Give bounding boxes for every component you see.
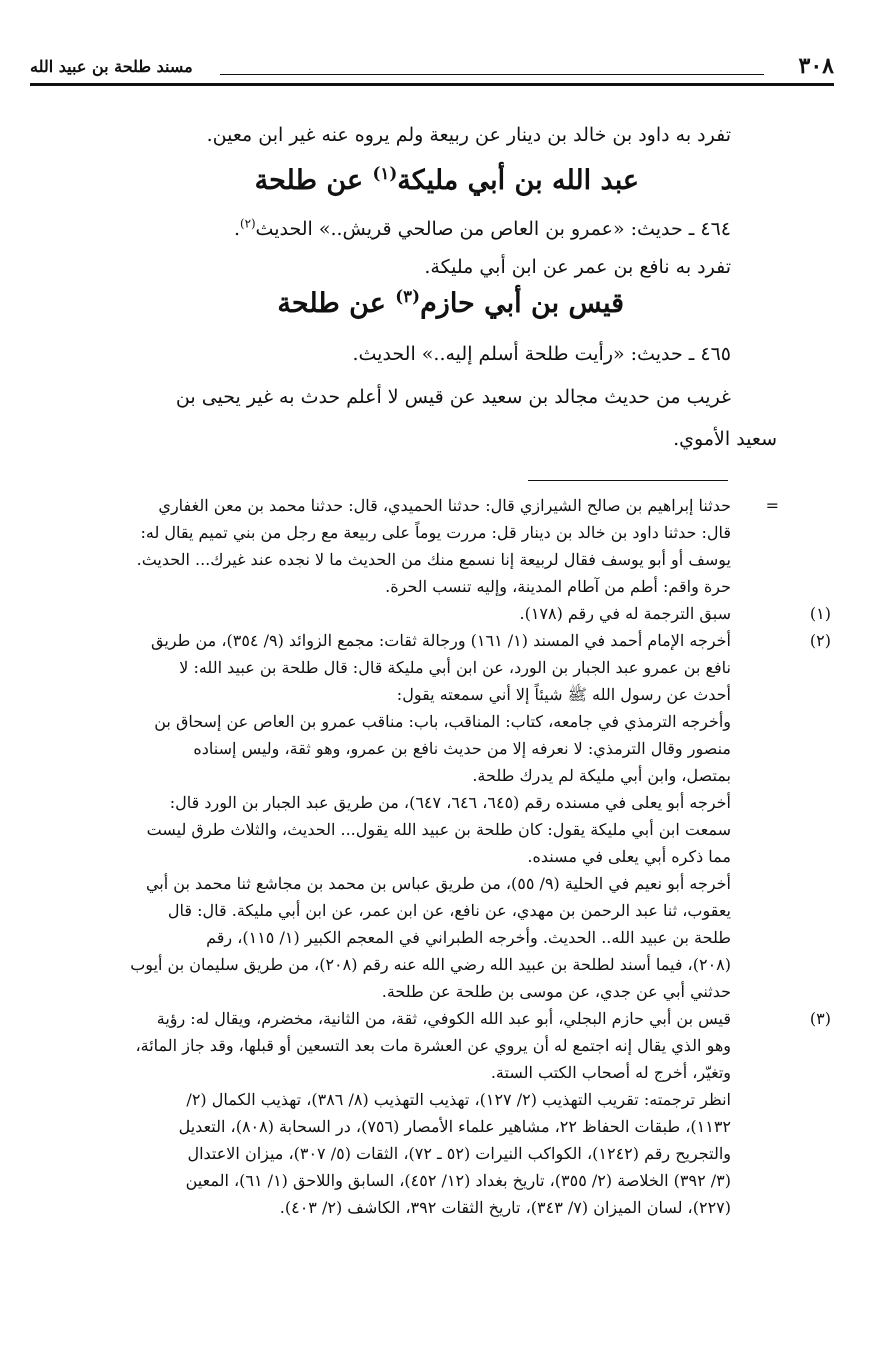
footnote-line: يوسف أو أبو يوسف فقال لربيعة إنا نسمع منك من الحديث ما لا نجده عند غيرك... الحديث. — [136, 550, 731, 569]
hadith-text: . — [233, 218, 241, 240]
footnote-line: يعقوب، ثنا عبد الرحمن بن مهدي، عن نافع، عن ابن عمر، عن ابن أبي مليكة. قال: قال — [167, 901, 731, 920]
hadith-entry: ٤٦٥ ـ حديث: «رأيت طلحة أسلم إليه..» الحديث. — [352, 343, 731, 365]
footnote-line: أخرجه الإمام أحمد في المسند (١/ ١٦١) ورجالة ثقات: مجمع الزوائد (٩/ ٣٥٤)، من طريق — [151, 631, 731, 650]
section-heading — [255, 165, 639, 197]
footnote-line: بمتصل، وابن أبي مليكة لم يدرك طلحة. — [472, 766, 731, 785]
footnote-line: (٢٢٧)، لسان الميزان (٧/ ٣٤٣)، تاريخ الثقات ٣٩٢، الكاشف (٢/ ٤٠٣). — [279, 1198, 731, 1217]
footnote-line: طلحة بن عبيد الله.. الحديث. وأخرجه الطبراني في المعجم الكبير (١/ ١١٥)، رقم — [206, 928, 731, 947]
footnote-line: وتغيّر، أخرج له أصحاب الكتب الستة. — [490, 1063, 731, 1082]
text-line: سعيد الأموي. — [673, 428, 777, 450]
footnote-line: أخرجه أبو نعيم في الحلية (٩/ ٥٥)، من طريق عباس بن محمد بن مجاشع ثنا محمد بن أبي — [145, 874, 731, 893]
page-number: ٣٠٨ — [798, 53, 834, 79]
footnote-ref: (٣) — [395, 286, 421, 306]
footnote-line: أخرجه أبو يعلى في مسنده رقم (٦٤٥، ٦٤٦، ٦٤٧)، من طريق عبد الجبار بن الورد قال: — [169, 793, 731, 812]
footnote-line: مما ذكره أبي يعلى في مسنده. — [527, 847, 731, 866]
footnote-continuation-marker: = — [765, 496, 779, 515]
heading-text: عن طلحة — [277, 288, 396, 319]
footnote-line: أحدث عن رسول الله ﷺ شيئاً إلا أني سمعته يقول: — [396, 685, 731, 704]
footnote-line: قال: حدثنا داود بن خالد بن دينار قل: مررت يوماً على ربيعة مع رجل من بني تميم يقال له: — [140, 523, 731, 542]
footnote-separator — [528, 480, 728, 481]
text-line: تفرد به نافع بن عمر عن ابن أبي مليكة. — [424, 256, 731, 278]
running-title: مسند طلحة بن عبيد الله — [30, 57, 193, 76]
footnote-number: (١) — [809, 604, 831, 623]
footnote-line: وهو الذي يقال إنه اجتمع له أن يروي عن العشرة مات بعد التسعين أو قبلها، وقد جاز المائة، — [135, 1036, 731, 1055]
footnote-number: (٣) — [809, 1009, 831, 1028]
footnote-line: ١١٣٢)، طبقات الحفاظ ٢٢، مشاهير علماء الأمصار (٧٥٦)، در السحابة (٨٠٨)، التعديل — [178, 1117, 731, 1136]
footnote-line: حدثني أبي عن جدي، عن موسى بن طلحة عن طلحة. — [381, 982, 731, 1001]
page-header — [30, 52, 834, 82]
footnote-line: والتجريح رقم (١٢٤٢)، الكواكب النيرات (٥٢ ـ ٧٢)، الثقات (٥/ ٣٠٧)، ميزان الاعتدال — [187, 1144, 731, 1163]
footnote-line: قيس بن أبي حازم البجلي، أبو عبد الله الكوفي، ثقة، من الثانية، مخضرم، ويقال له: رؤية — [156, 1009, 731, 1028]
footnote-line: وأخرجه الترمذي في جامعه، كتاب: المناقب، باب: مناقب عمرو بن العاص عن إسحاق بن — [154, 712, 731, 731]
text-line: غريب من حديث مجالد بن سعيد عن قيس لا أعلم حدث به غير يحيى بن — [175, 386, 731, 408]
footnote-ref: (١) — [372, 163, 398, 183]
section-heading — [277, 288, 624, 320]
footnote-line: حرة واقم: أطم من آطام المدينة، وإليه تنسب الحرة. — [385, 577, 731, 596]
footnote-line: حدثنا إبراهيم بن صالح الشيرازي قال: حدثنا الحميدي، قال: حدثنا محمد بن معن الغفاري — [158, 496, 731, 515]
heading-text: عن طلحة — [254, 165, 373, 196]
hadith-text: ٤٦٤ ـ حديث: «عمرو بن العاص من صالحي قريش..» الحديث — [255, 218, 731, 240]
footnote-line: منصور وقال الترمذي: لا نعرفه إلا من حديث نافع بن عمرو، وهو ثقة، وليس إسناده — [193, 739, 731, 758]
footnote-line: نافع بن عمرو عبد الجبار بن الورد، عن ابن أبي مليكة قال: قال طلحة بن عبيد الله: لا — [179, 658, 731, 677]
heading-text: قيس بن أبي حازم — [420, 288, 624, 319]
text-line: تفرد به داود بن خالد بن دينار عن ربيعة ولم يروه عنه غير ابن معين. — [206, 124, 731, 146]
footnote-line: انظر ترجمته: تقريب التهذيب (٢/ ١٢٧)، تهذيب التهذيب (٨/ ٣٨٦)، تهذيب الكمال (٢/ — [186, 1090, 731, 1109]
footnote-ref: (٢) — [240, 216, 256, 231]
header-fill-rule — [220, 74, 764, 75]
header-rule — [30, 83, 834, 86]
heading-text: عبد الله بن أبي مليكة — [397, 165, 639, 196]
hadith-entry — [234, 218, 731, 241]
footnote-line: سمعت ابن أبي مليكة يقول: كان طلحة بن عبيد الله يقول... الحديث، والثلاث طرق ليست — [146, 820, 731, 839]
footnote-line: (٣/ ٣٩٢) الخلاصة (٢/ ٣٥٥)، تاريخ بغداد (١٢/ ٤٥٢)، السابق واللاحق (١/ ٦١)، المعين — [185, 1171, 731, 1190]
footnote-line: (٢٠٨)، فيما أسند لطلحة بن عبيد الله رضي الله عنه رقم (٢٠٨)، من طريق سليمان بن أيوب — [130, 955, 731, 974]
footnote-line: سبق الترجمة له في رقم (١٧٨). — [519, 604, 731, 623]
footnote-number: (٢) — [809, 631, 831, 650]
